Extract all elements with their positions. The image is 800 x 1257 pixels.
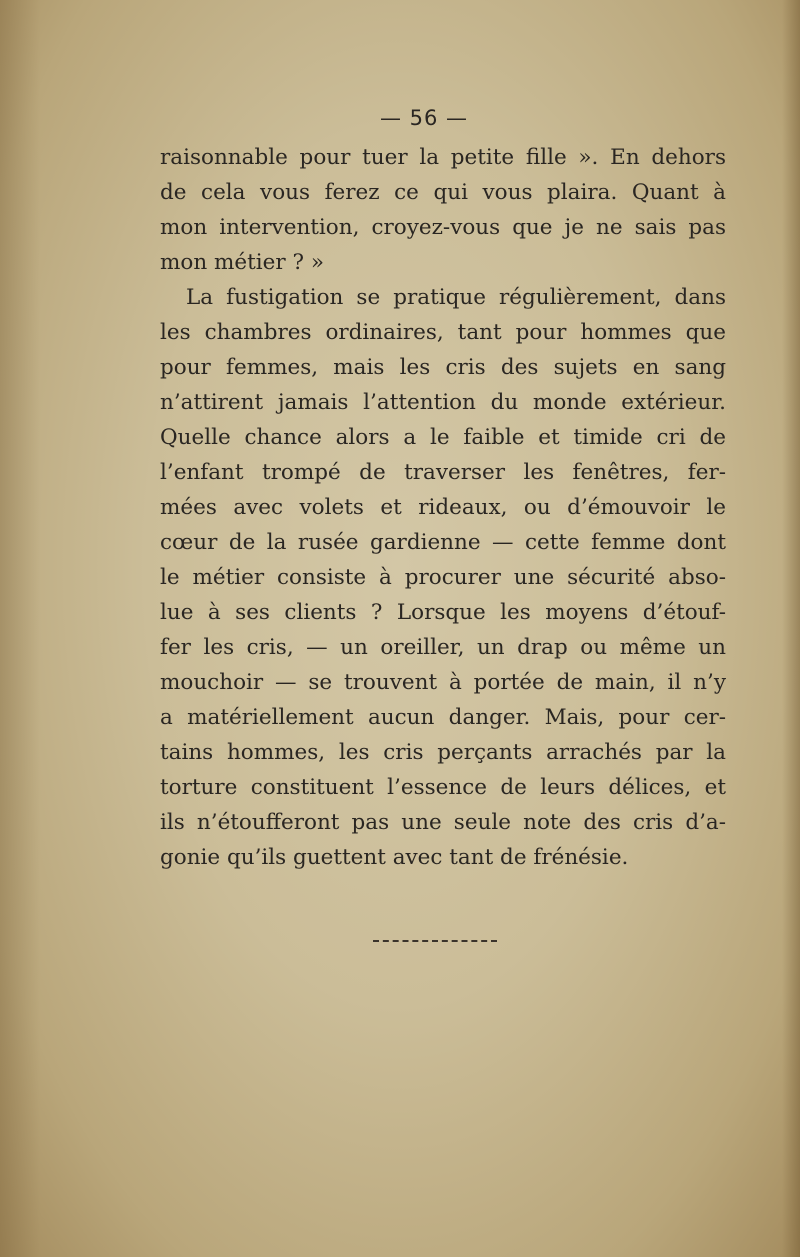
text-line: raisonnable pour tuer la petite fille ». En dehors <box>160 145 726 170</box>
text-line: a matériellement aucun danger. Mais, pour cer- <box>160 705 726 730</box>
text-line: fer les cris, — un oreiller, un drap ou même un <box>160 635 726 660</box>
body-text <box>160 140 726 875</box>
text-line: gonie qu’ils guettent avec tant de frénésie. <box>160 845 629 870</box>
text-line: l’enfant trompé de traverser les fenêtres, fer- <box>160 460 726 485</box>
text-line: ils n’étoufferont pas une seule note des cris d’a- <box>160 810 726 835</box>
text-line: pour femmes, mais les cris des sujets en sang <box>160 355 726 380</box>
text-line: torture constituent l’essence de leurs délices, et <box>160 775 726 800</box>
page-edge-shadow-left <box>0 0 40 1257</box>
text-line: le métier consiste à procurer une sécurité abso- <box>160 565 726 590</box>
text-line: tains hommes, les cris perçants arrachés par la <box>160 740 726 765</box>
text-line: lue à ses clients ? Lorsque les moyens d’étouf- <box>160 600 726 625</box>
text-line: de cela vous ferez ce qui vous plaira. Quant à <box>160 180 726 205</box>
text-line: cœur de la rusée gardienne — cette femme dont <box>160 530 726 555</box>
end-of-chapter-rule <box>373 940 497 942</box>
text-line: mées avec volets et rideaux, ou d’émouvoir le <box>160 495 726 520</box>
page-number: — 56 — <box>379 106 469 130</box>
text-line: mon métier ? » <box>160 250 324 275</box>
text-line: n’attirent jamais l’attention du monde extérieur. <box>160 390 726 415</box>
text-line-paragraph-start: La fustigation se pratique régulièrement, dans <box>186 285 726 310</box>
text-line: mouchoir — se trouvent à portée de main, il n’y <box>160 670 726 695</box>
text-line: mon intervention, croyez-vous que je ne sais pas <box>160 215 726 240</box>
text-line: Quelle chance alors a le faible et timide cri de <box>160 425 726 450</box>
text-line: les chambres ordinaires, tant pour hommes que <box>160 320 726 345</box>
page-edge-shadow-right <box>782 0 800 1257</box>
